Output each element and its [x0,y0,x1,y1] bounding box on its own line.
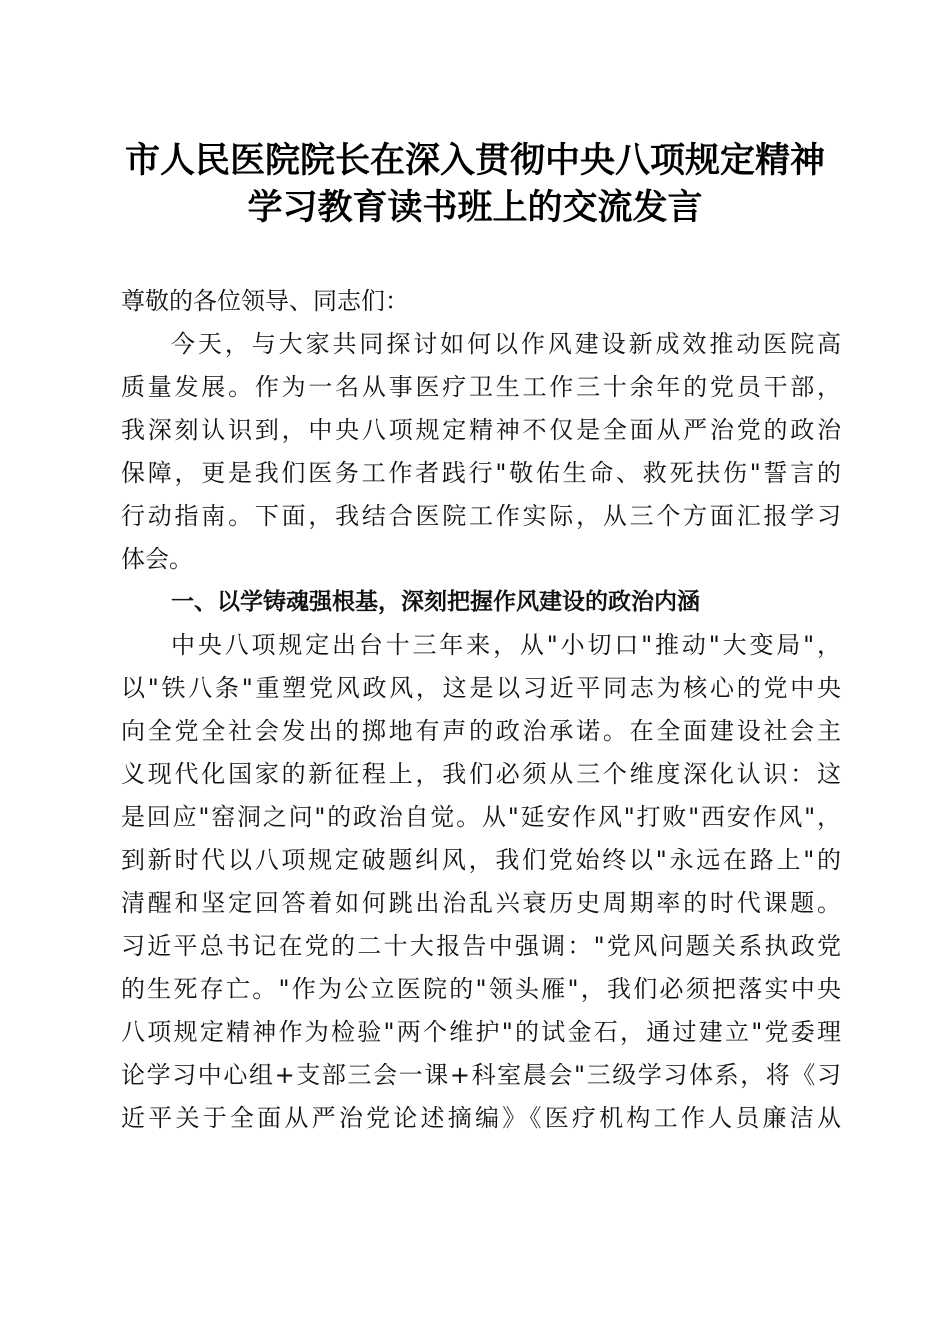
paragraph-line: 以"铁八条"重塑党风政风，这是以习近平同志为核心的党中央 [121,674,841,702]
paragraph-2 [121,624,841,1140]
paragraph-line: 保障，更是我们医务工作者践行"敬佑生命、救死扶伤"誓言的 [121,459,841,487]
paragraph-line: 是回应"窑洞之问"的政治自觉。从"延安作风"打败"西安作风"， [121,803,841,831]
paragraph-line: 我深刻认识到，中央八项规定精神不仅是全面从严治党的政治 [121,416,841,444]
paragraph-line: 向全党全社会发出的掷地有声的政治承诺。在全面建设社会主 [121,717,841,745]
paragraph-line: 今天，与大家共同探讨如何以作风建设新成效推动医院高 [171,330,841,358]
salutation: 尊敬的各位领导、同志们： [121,287,409,315]
paragraph-line: 的生死存亡。"作为公立医院的"领头雁"，我们必须把落实中央 [121,975,841,1003]
paragraph-line: 清醒和坚定回答着如何跳出治乱兴衰历史周期率的时代课题。 [121,889,841,917]
paragraph-line: 习近平总书记在党的二十大报告中强调："党风问题关系执政党 [121,932,841,960]
paragraph-1 [121,323,841,581]
document-title-line-2: 学习教育读书班上的交流发言 [247,187,703,228]
paragraph-line: 体会。 [121,545,193,573]
paragraph-line: 中央八项规定出台十三年来，从"小切口"推动"大变局"， [171,631,841,659]
document-body [121,280,841,1140]
section-heading-1: 一、以学铸魂强根基，深刻把握作风建设的政治内涵 [171,589,700,615]
paragraph-line: 行动指南。下面，我结合医院工作实际，从三个方面汇报学习 [121,502,841,530]
paragraph-line: 八项规定精神作为检验"两个维护"的试金石，通过建立"党委理 [121,1018,841,1046]
document-title-line-1: 市人民医院院长在深入贯彻中央八项规定精神 [124,140,825,181]
paragraph-line: 义现代化国家的新征程上，我们必须从三个维度深化认识：这 [121,760,841,788]
paragraph-line: 到新时代以八项规定破题纠风，我们党始终以"永远在路上"的 [121,846,841,874]
paragraph-line: 质量发展。作为一名从事医疗卫生工作三十余年的党员干部， [121,373,841,401]
paragraph-line: 近平关于全面从严治党论述摘编》《医疗机构工作人员廉洁从 [121,1104,841,1132]
paragraph-line: 论学习中心组+支部三会一课+科室晨会"三级学习体系，将《习 [121,1061,841,1089]
